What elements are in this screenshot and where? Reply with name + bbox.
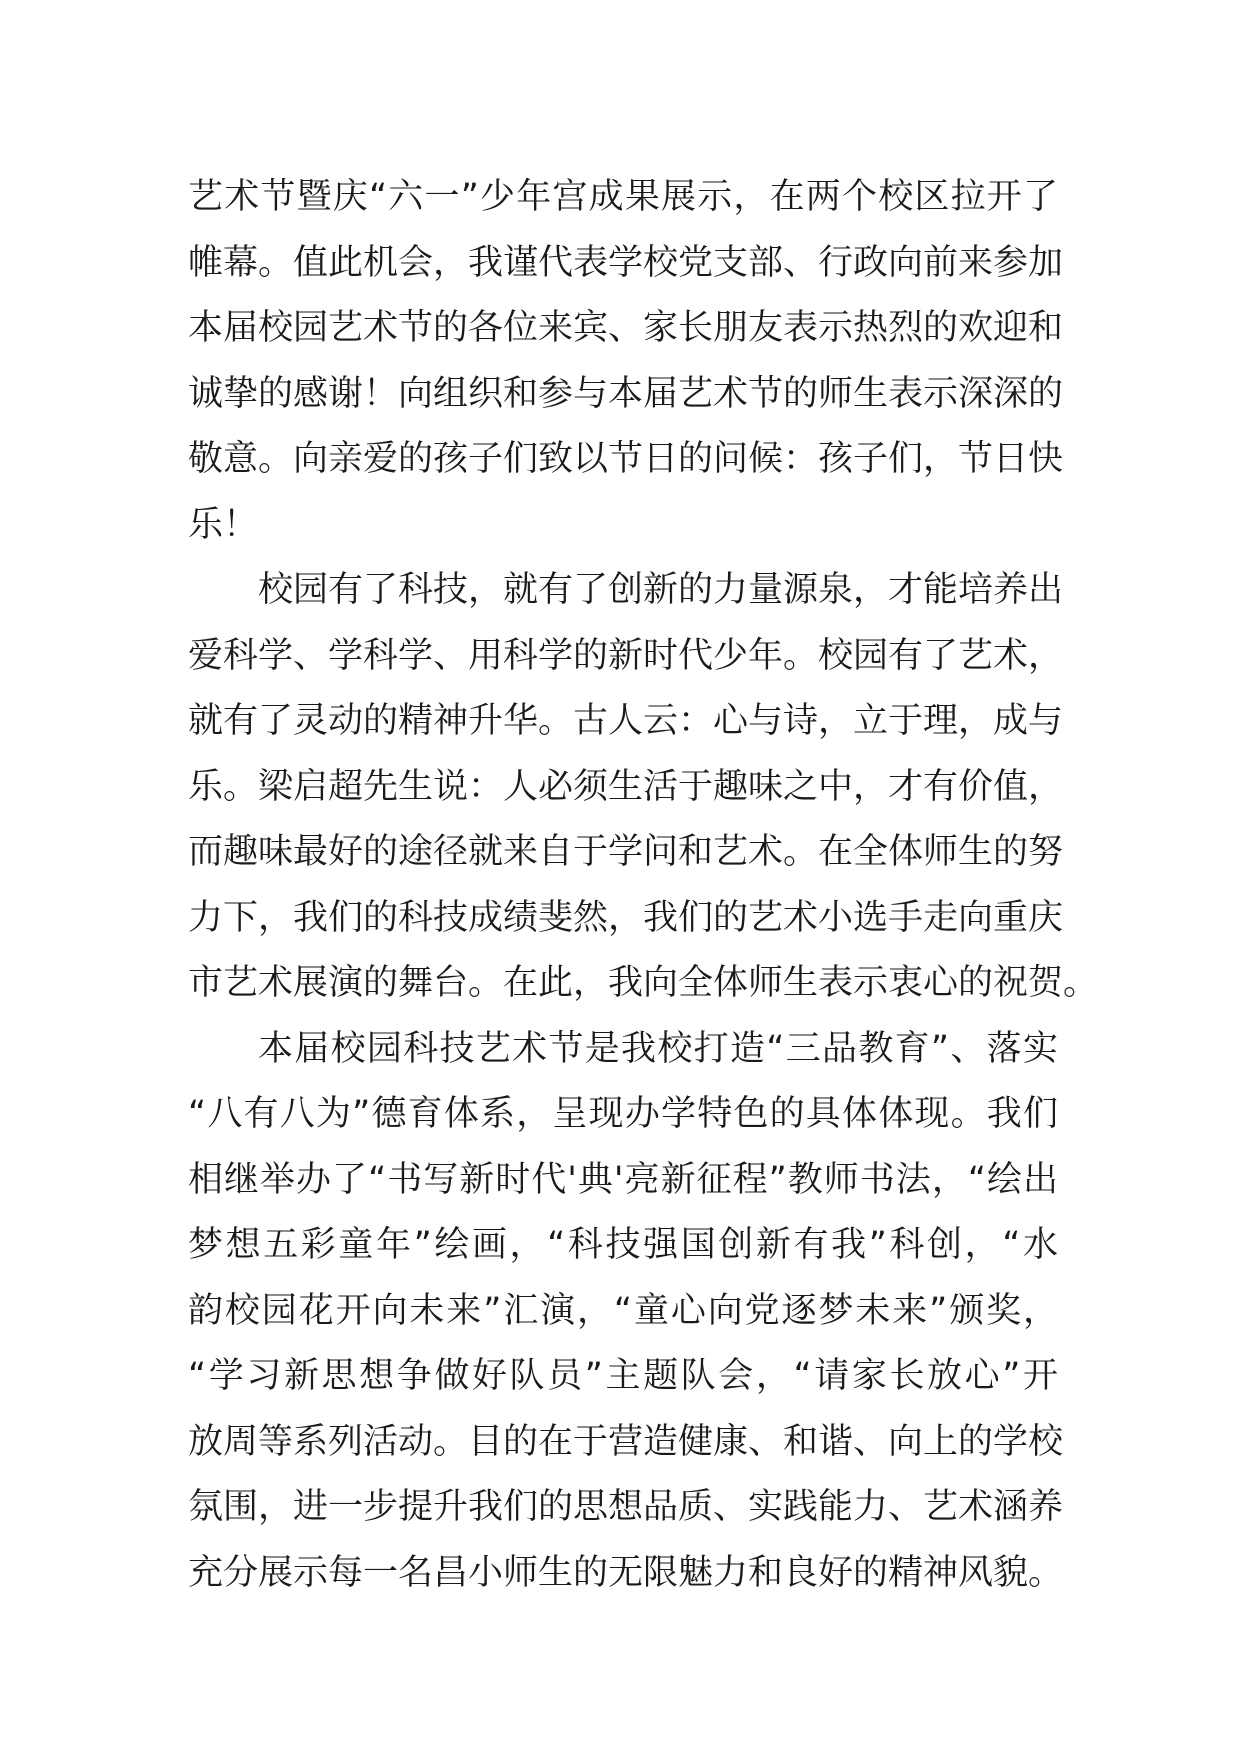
paragraph-1 [188,165,1064,558]
text-line: 爱科学、学科学、用科学的新时代少年。校园有了艺术， [188,635,1064,676]
body-text [188,165,1099,1606]
text-line: 充分展示每一名昌小师生的无限魅力和良好的精神风貌。 [188,1552,1064,1593]
text-line: 梦想五彩童年”绘画，“科技强国创新有我”科创，“水 [188,1225,1058,1265]
text-line: 本届校园科技艺术节是我校打造“三品教育”、落实 [258,1028,1058,1069]
text-line: 力下，我们的科技成绩斐然，我们的艺术小选手走向重庆 [188,897,1064,938]
text-line: 诚挚的感谢！向组织和参与本届艺术节的师生表示深深的 [188,373,1064,414]
text-line: 韵校园花开向未来”汇演，“童心向党逐梦未来”颁奖， [188,1290,1058,1331]
paragraph-2 [188,558,1099,1017]
text-line: 相继举办了“书写新时代'典'亮新征程”教师书法，“绘出 [188,1159,1058,1200]
text-line: 乐。梁启超先生说：人必须生活于趣味之中，才有价值， [188,766,1064,807]
text-line: 校园有了科技，就有了创新的力量源泉，才能培养出 [258,570,1064,610]
paragraph-3 [188,1017,1064,1607]
text-line: 而趣味最好的途径就来自于学问和艺术。在全体师生的努 [188,832,1064,872]
text-line: 就有了灵动的精神升华。古人云：心与诗，立于理，成与 [188,701,1064,741]
text-line: “学习新思想争做好队员”主题队会，“请家长放心”开 [188,1356,1058,1396]
text-line: 帷幕。值此机会，我谨代表学校党支部、行政向前来参加 [188,242,1064,283]
text-line: 本届校园艺术节的各位来宾、家长朋友表示热烈的欢迎和 [188,308,1064,348]
text-line: 市艺术展演的舞台。在此，我向全体师生表示衷心的祝贺。 [188,963,1099,1003]
text-line: 氛围，进一步提升我们的思想品质、实践能力、艺术涵养 [188,1487,1064,1527]
text-line: 艺术节暨庆“六一”少年宫成果展示，在两个校区拉开了 [188,177,1058,217]
text-line: 放周等系列活动。目的在于营造健康、和谐、向上的学校 [188,1421,1064,1462]
text-line: 乐！ [188,504,259,545]
text-line: “八有八为”德育体系，呈现办学特色的具体体现。我们 [188,1094,1058,1134]
text-line: 敬意。向亲爱的孩子们致以节日的问候：孩子们，节日快 [188,439,1064,479]
